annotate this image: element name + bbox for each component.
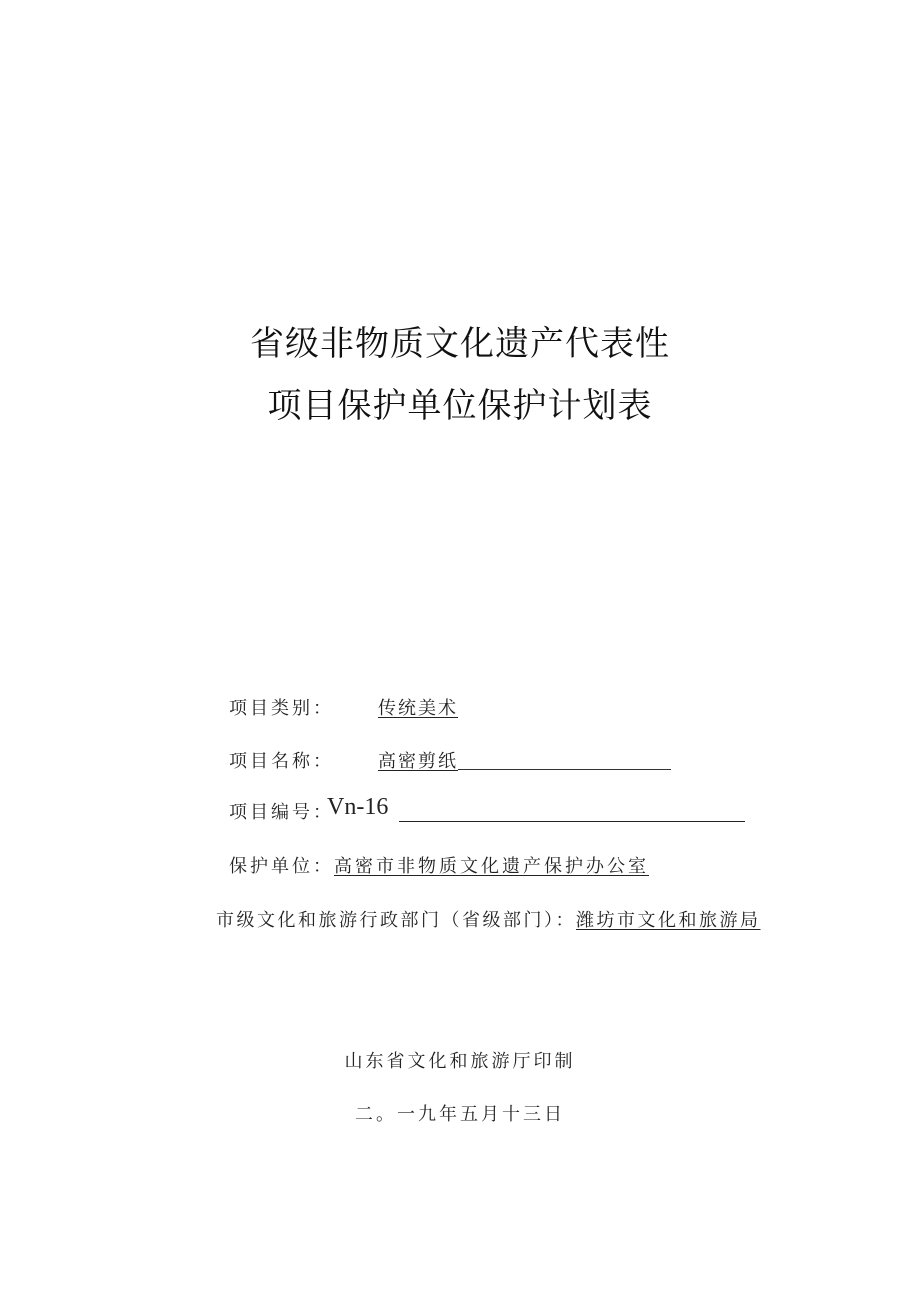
admin-department-value: 潍坊市文化和旅游局 — [576, 910, 761, 931]
issue-date: 二。一九年五月十三日 — [355, 1104, 565, 1125]
document-title-line-1: 省级非物质文化遗产代表性 — [250, 324, 670, 364]
project-code-row — [229, 794, 389, 824]
project-code-value: Vn-16 — [327, 794, 389, 820]
project-name-label: 项目名称： — [229, 751, 334, 772]
project-type-row — [229, 694, 458, 720]
project-name-row — [229, 747, 458, 773]
document-title-line-2: 项目保护单位保护计划表 — [267, 386, 653, 426]
project-name-value: 高密剪纸 — [378, 751, 458, 772]
admin-department-label: 市级文化和旅游行政部门（省级部门）： — [216, 910, 576, 931]
project-code-underline — [399, 821, 745, 822]
project-type-value: 传统美术 — [378, 698, 458, 719]
project-name-underline — [458, 769, 671, 770]
project-type-label: 项目类别： — [229, 698, 334, 719]
project-code-label: 项目编号： — [229, 802, 334, 823]
protection-unit-row — [229, 852, 649, 878]
admin-department-row — [216, 906, 761, 932]
protection-unit-label: 保护单位： — [229, 856, 334, 877]
issuer-text: 山东省文化和旅游厅印制 — [344, 1051, 576, 1072]
protection-unit-value: 高密市非物质文化遗产保护办公室 — [334, 856, 649, 877]
